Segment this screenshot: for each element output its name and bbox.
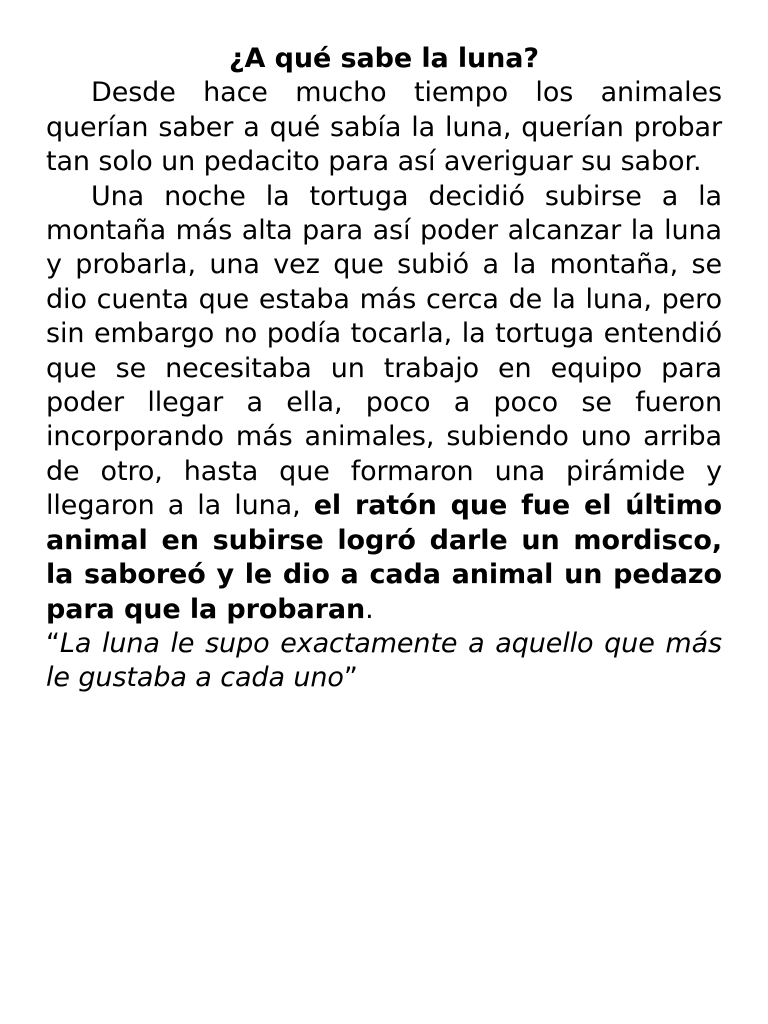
paragraph-2-bold-text: el ratón que fue el último animal en subirse logró darle un mordisco, la saboreó y le dio a cada animal un pedazo para que la probaran	[46, 490, 722, 625]
paragraph-2	[46, 180, 722, 627]
paragraph-2-text: Una noche la tortuga decidió subirse a la montaña más alta para así poder alcanzar la luna y probarla, una vez que subió a la montaña, se dio cuenta que estaba más cerca de la luna, pero sin embargo no podía tocarla, la tortuga entendió que se necesitaba un trabajo en equipo para poder llegar a ella, poco a poco se fueron incorporando más animales, subiendo uno arriba de otro, hasta que formaron una pirámide y llegaron a la luna,	[46, 180, 722, 522]
paragraph-2-period: .	[365, 593, 374, 625]
quote-text: La luna le supo exactamente a aquello que más le gustaba a cada uno	[46, 627, 722, 694]
quote-open-mark: “	[46, 627, 60, 659]
quote-close-mark: ”	[343, 662, 358, 694]
document-page	[46, 42, 722, 696]
paragraph-1: Desde hace mucho tiempo los animales querían saber a qué sabía la luna, querían probar tan solo un pedacito para así averiguar su sabor.	[46, 77, 722, 178]
closing-quote	[46, 627, 722, 696]
document-title: ¿A qué sabe la luna?	[228, 43, 539, 74]
